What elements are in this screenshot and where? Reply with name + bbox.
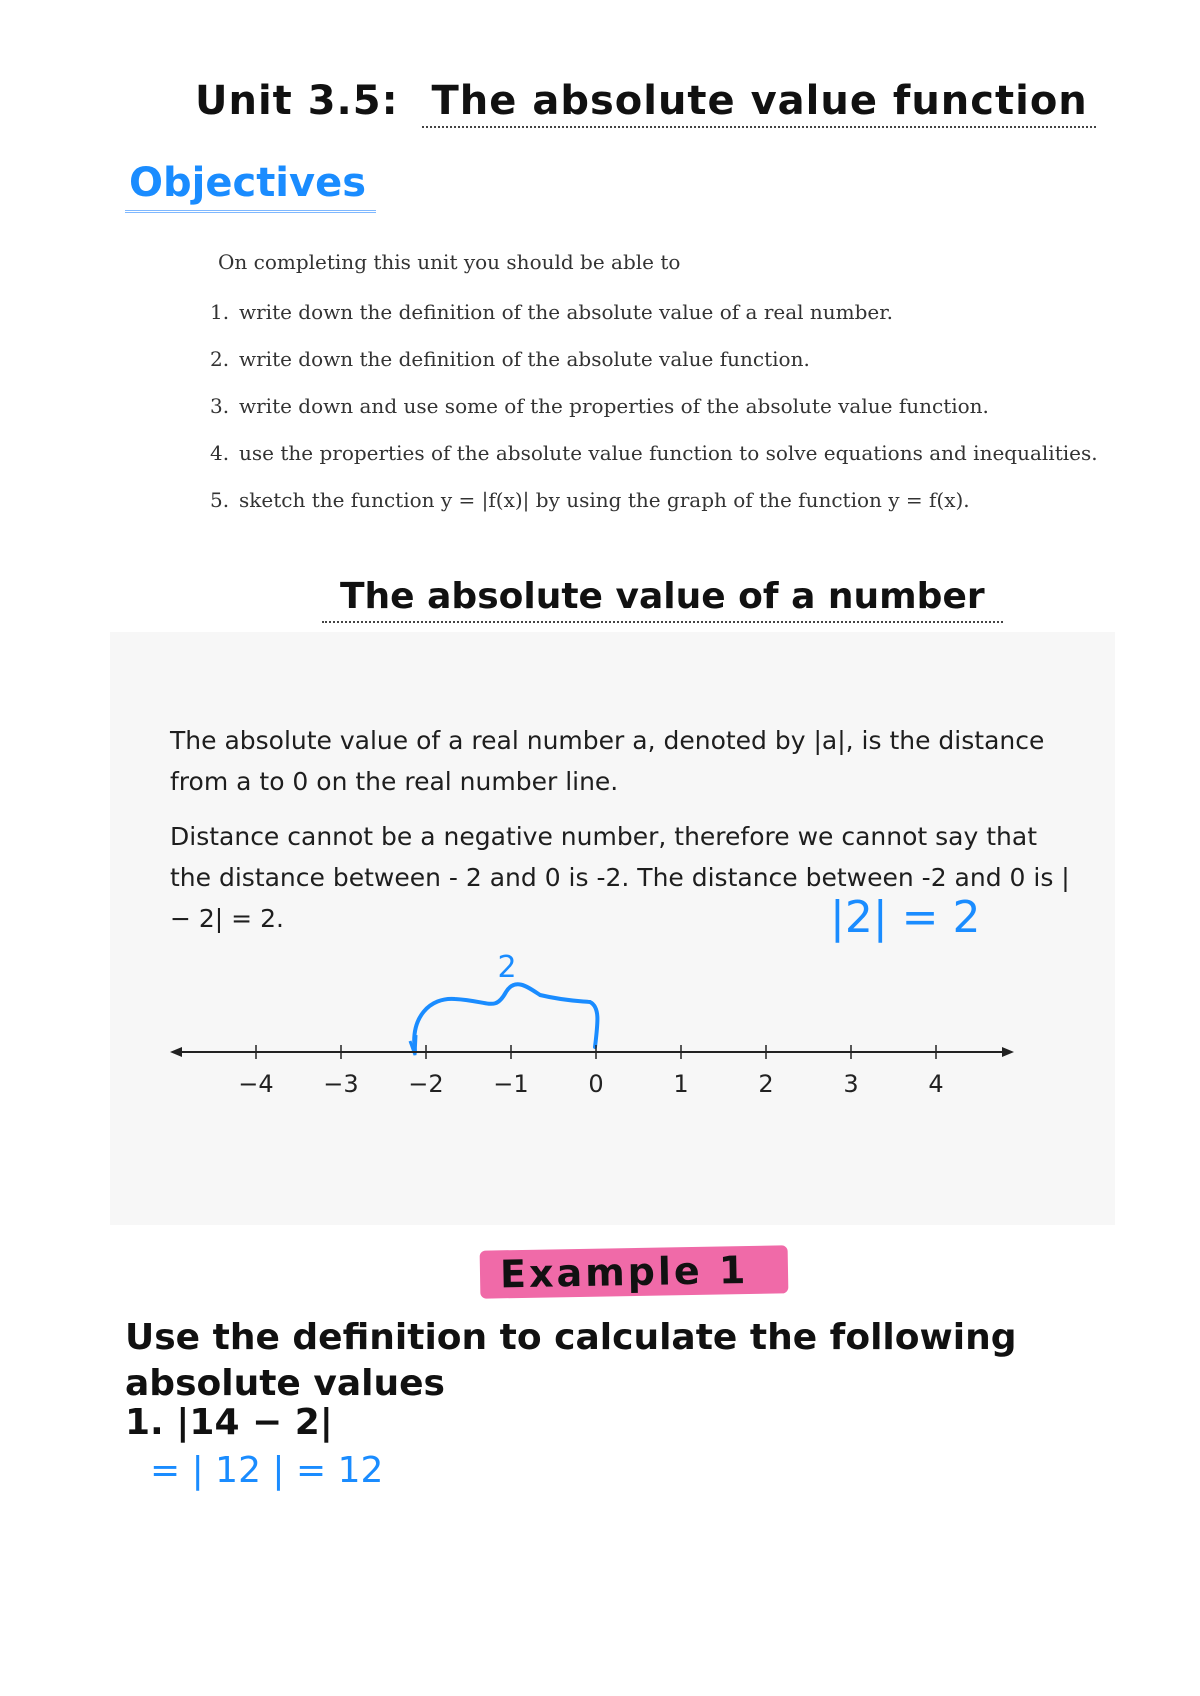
definition-box [110, 632, 1115, 1225]
tick-label: 4 [928, 1070, 944, 1098]
objective-item [210, 441, 1098, 488]
objective-item [210, 347, 1098, 394]
objective-text: use the properties of the absolute value function to solve equations and inequalities. [239, 441, 1098, 465]
objectives-intro: On completing this unit you should be able to [218, 250, 681, 274]
example-label: Example 1 [499, 1248, 749, 1297]
definition-paragraph-2: Distance cannot be a negative number, therefore we cannot say that the distance between - 2 and 0 is -2. The distance between -2 and 0 is |− 2| = 2. [170, 822, 1070, 933]
example-instruction: Use the definition to calculate the following absolute values [125, 1317, 1017, 1404]
tick-label: 1 [673, 1070, 689, 1098]
objectives-heading: Objectives [125, 160, 376, 213]
objective-number: 2. [210, 347, 230, 371]
tick-label: 0 [588, 1070, 604, 1098]
example-answer: = | 12 | = 12 [150, 1450, 384, 1491]
objective-text: write down the definition of the absolute value of a real number. [239, 300, 893, 324]
objectives-list [210, 300, 1098, 535]
objective-number: 3. [210, 394, 230, 418]
objective-text: sketch the function y = |f(x)| by using the graph of the function y = f(x). [239, 488, 970, 512]
unit-title [195, 78, 1096, 128]
objective-text: write down and use some of the properties of the absolute value function. [239, 394, 989, 418]
objective-item [210, 300, 1098, 347]
tick-label: 3 [843, 1070, 859, 1098]
example-item: 1. |14 − 2| [125, 1402, 333, 1443]
objective-item [210, 394, 1098, 441]
unit-label: Unit 3.5: [195, 78, 399, 124]
tick-label: −1 [493, 1070, 529, 1098]
objective-number: 5. [210, 488, 230, 512]
objective-number: 4. [210, 441, 230, 465]
number-line [110, 937, 1115, 1117]
brace-label: 2 [497, 950, 517, 985]
axis-arrow-left [170, 1047, 182, 1057]
objective-number: 1. [210, 300, 230, 324]
tick-label: −4 [238, 1070, 274, 1098]
tick-label: −3 [323, 1070, 359, 1098]
section-title: The absolute value of a number [322, 576, 1003, 623]
objective-item [210, 488, 1098, 535]
objective-text: write down the definition of the absolute value function. [239, 347, 810, 371]
tick-label: −2 [408, 1070, 444, 1098]
unit-topic: The absolute value function [422, 78, 1096, 128]
tick-label: 2 [758, 1070, 774, 1098]
handwritten-abs-note: |2| = 2 [830, 892, 981, 943]
example-badge [480, 1245, 789, 1298]
axis-arrow-right [1002, 1047, 1014, 1057]
distance-brace [414, 984, 597, 1052]
definition-paragraph-1: The absolute value of a real number a, denoted by |a|, is the distance from a to 0 on the real number line. [170, 726, 1045, 796]
